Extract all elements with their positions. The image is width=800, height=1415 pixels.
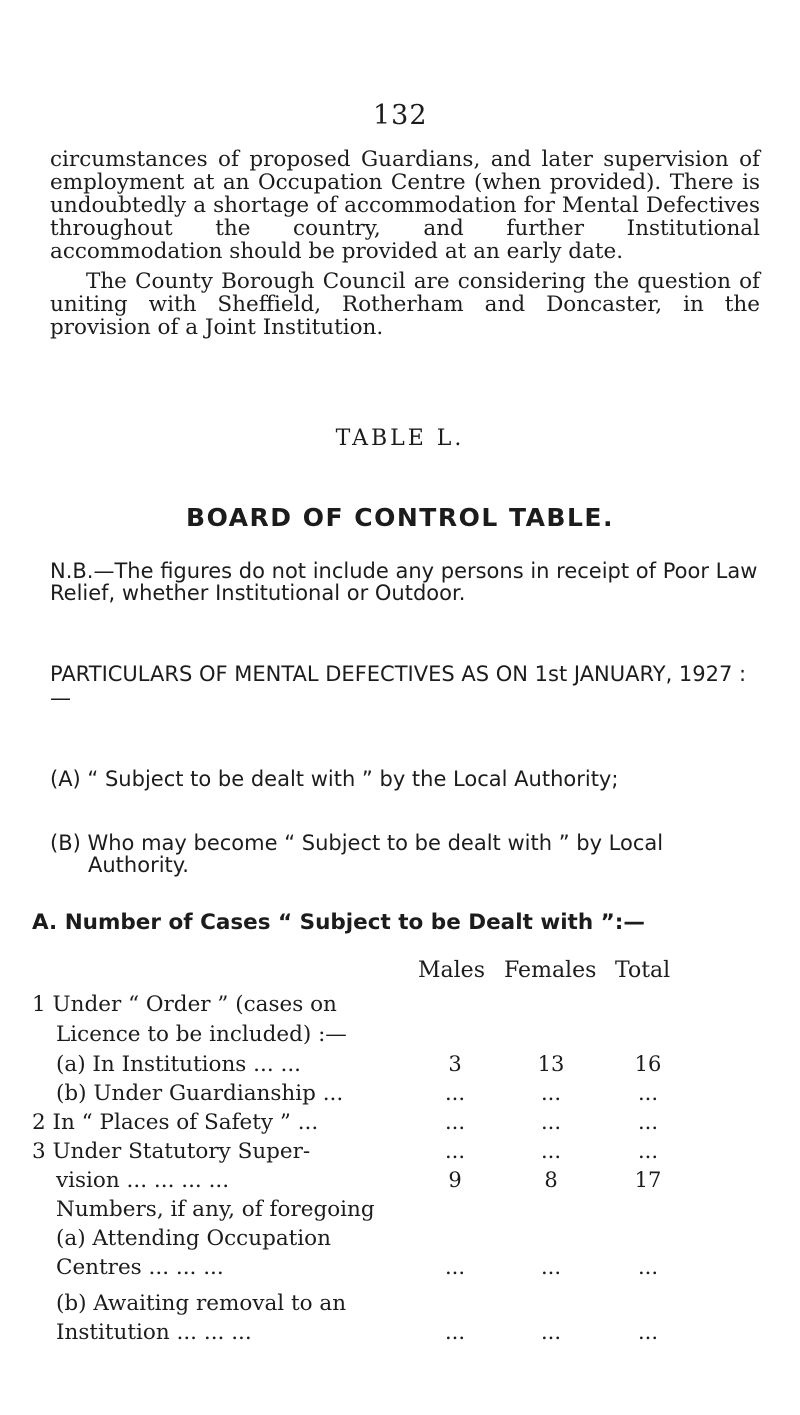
cell-total: ... (637, 1081, 659, 1105)
table-row-label: Centres ... ... ... (56, 1255, 224, 1280)
board-title: BOARD OF CONTROL TABLE. (186, 503, 614, 532)
table-row-label: vision ... ... ... ... (56, 1168, 230, 1193)
table-row-label: Numbers, if any, of foregoing (56, 1197, 375, 1222)
table-row-label: Licence to be included) :— (56, 1022, 347, 1047)
table-title: TABLE L. (335, 426, 465, 451)
cell-males: ... (444, 1139, 466, 1163)
table-row-label: (a) In Institutions ... ... (56, 1052, 301, 1077)
cell-females: ... (540, 1320, 562, 1344)
particulars-heading: PARTICULARS OF MENTAL DEFECTIVES AS ON 1st JANUARY, 1927 :— (50, 662, 747, 710)
table-row-label: 1 Under “ Order ” (cases on (32, 992, 337, 1017)
option-b (50, 832, 780, 876)
table-row-label: (b) Awaiting removal to an (56, 1291, 347, 1316)
cell-males: ... (444, 1110, 466, 1134)
cell-total: 17 (634, 1168, 662, 1192)
cell-females: ... (540, 1139, 562, 1163)
cell-females: ... (540, 1081, 562, 1105)
option-b-line-1: (B) Who may become “ Subject to be dealt with ” by Local (50, 831, 664, 855)
cell-females: 8 (544, 1168, 558, 1192)
cell-males: ... (444, 1081, 466, 1105)
table-row-label: 3 Under Statutory Super- (32, 1139, 311, 1164)
section-a-title: A. Number of Cases “ Subject to be Dealt with ”:— (32, 910, 645, 935)
note: N.B.—The figures do not include any persons in receipt of Poor Law Relief, whether Institutional or Outdoor. (50, 559, 758, 605)
cell-males: 9 (448, 1168, 462, 1192)
cell-males: ... (444, 1320, 466, 1344)
cell-total: ... (637, 1110, 659, 1134)
paragraph-joint-institution: The County Borough Council are considering the question of uniting with Sheffield, Rotherham and Doncaster, in the provision of a Joint Institution. (50, 269, 760, 340)
page-number: 132 (373, 100, 428, 131)
paragraph-guardians: circumstances of proposed Guardians, and later supervision of employment at an Occupation Centre (when provided). There is undoubtedly a shortage of accommodation for Mental Defectives throughout the country, and further Institutional accommodation should be provided at an early date. (50, 147, 760, 264)
cell-females: ... (540, 1110, 562, 1134)
table-row-label: (b) Under Guardianship ... (56, 1081, 344, 1106)
cell-males: 3 (448, 1052, 462, 1076)
cell-females: 13 (537, 1052, 565, 1076)
table-row-label: 2 In “ Places of Safety ” ... (32, 1110, 319, 1135)
option-b-line-2: Authority. (88, 853, 189, 877)
cell-males: ... (444, 1255, 466, 1279)
table-row-label: (a) Attending Occupation (56, 1226, 331, 1251)
option-a: (A) “ Subject to be dealt with ” by the Local Authority; (50, 767, 619, 791)
cell-total: ... (637, 1320, 659, 1344)
table-row-label: Institution ... ... ... (56, 1320, 252, 1345)
column-header-females: Females (504, 958, 597, 983)
cell-total: ... (637, 1139, 659, 1163)
column-header-total: Total (615, 958, 671, 983)
cell-females: ... (540, 1255, 562, 1279)
cell-total: ... (637, 1255, 659, 1279)
column-header-males: Males (418, 958, 485, 983)
cell-total: 16 (634, 1052, 662, 1076)
